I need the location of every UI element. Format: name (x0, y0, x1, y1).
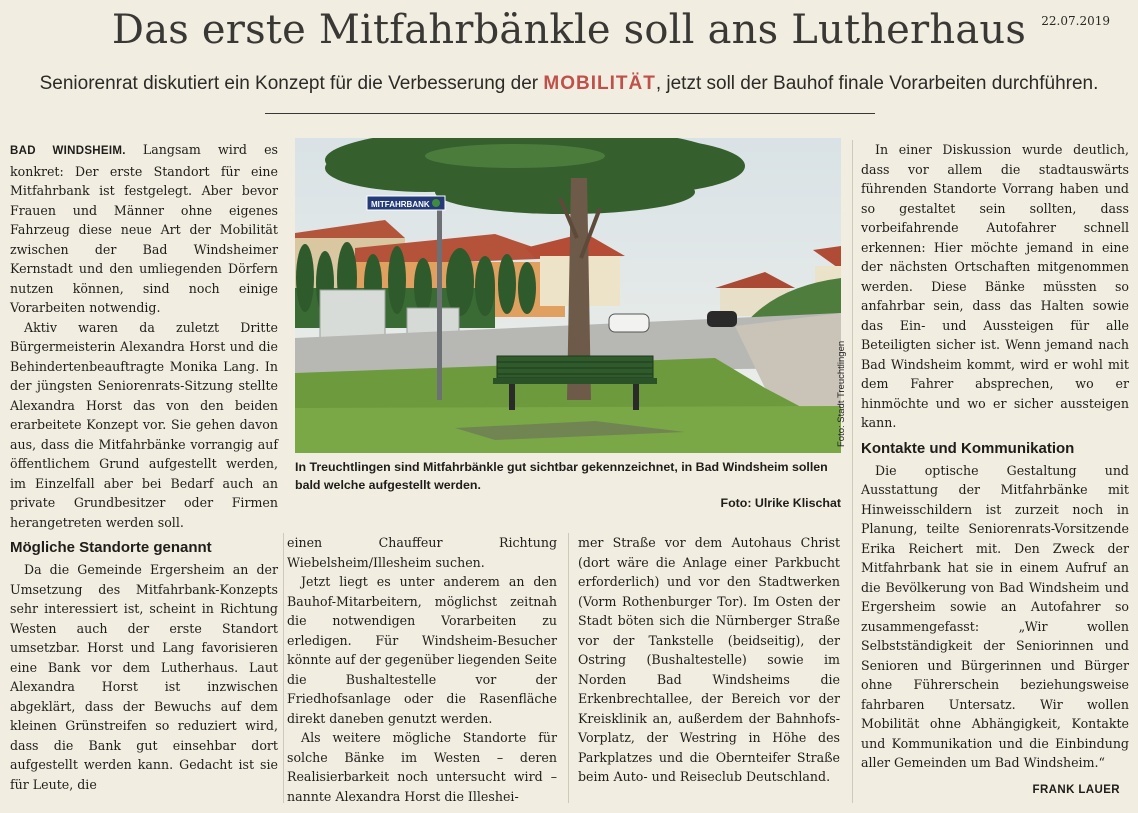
paragraph-9: Die optische Gestaltung und Ausstattung der Mitfahrbänke mit Hinweisschildern ist zurzeit noch in Planung, teilte Seniorenrats-Vorsitzende Erika Reichert mit. Den Zweck der Mitfahrbank hat sie in einem Aufruf an die Bevölkerung von Bad Windsheim und Ergersheim sowie an Autofahrer so zusammengefasst: „Wir wollen Selbstständigkeit der Seniorinnen und Senioren und Bürgerinnen und Bürger ohne Führerschein beziehungsweise fahrbaren Untersatz. Wir wollen Mobilität ohne Abhängigkeit, Kontakte und Kommunikation und die Einbindung aller Gemeinden um Bad Windsheim.“ (861, 462, 1129, 770)
publication-date: 22.07.2019 (1041, 14, 1110, 28)
subhead-text-start: Seniorenrat diskutiert ein Konzept für die Verbesserung der (39, 73, 544, 94)
subhead-highlight: MOBILITÄT (543, 73, 656, 94)
paragraph-6: Als weitere mögliche Standorte für solche Bänke im Westen – deren Realisierbarkeit noch untersucht wird – nannte Alexandra Horst die Illeshei- (287, 730, 557, 804)
column-divider (283, 533, 284, 803)
paragraph-4: einen Chauffeur Richtung Wiebelsheim/Illesheim suchen. (287, 535, 557, 570)
headline-rule (265, 113, 875, 114)
photo-caption (295, 458, 841, 512)
paragraph-5: Jetzt liegt es unter anderem an den Bauhof-Mitarbeitern, möglichst zeitnah die notwendigen Vorarbeiten zu erledigen. Für Windsheim-Besucher könnte auf der gegenüber liegenden Seite die Bushaltestelle vor der Friedhofsanlage oder die Rasenfläche direkt daneben genutzt werden. (287, 574, 557, 726)
article-photo (295, 138, 841, 453)
bench-photo-illustration (295, 138, 841, 453)
caption-text: In Treuchtlingen sind Mitfahrbänkle gut sichtbar gekennzeichnet, in Bad Windsheim sollen bald welche aufgestellt werden. (295, 460, 828, 492)
headline: Das erste Mitfahrbänkle soll ans Lutherhaus (111, 7, 1027, 53)
column-3 (578, 533, 840, 787)
author-byline: FRANK LAUER (1032, 784, 1120, 796)
photo-credit: Foto: Stadt Treuchtlingen (836, 340, 847, 447)
subheading-kontakte: Kontakte und Kommunikation (861, 439, 1075, 457)
sign-label: MITFAHRBANK (371, 200, 430, 209)
column-1 (10, 140, 278, 794)
subheadline (0, 70, 1138, 98)
paragraph-3: Da die Gemeinde Ergersheim an der Umsetzung des Mitfahrbank-Konzepts sehr interessiert ist, scheint in Richtung Westen auch der erste Standort umsetzbar. Horst und Lang favorisieren eine Bank vor dem Lutherhaus. Laut Alexandra Horst ist inzwischen abgeklärt, dass der Bewuchs auf dem kleinen Grünstreifen so reduziert wird, dass die Bank gut einsehbar dort aufgestellt werden kann. Gedacht ist sie für Leute, die (10, 562, 278, 792)
paragraph-7: mer Straße vor dem Autohaus Christ (dort wäre die Anlage einer Parkbucht erforderlich) und vor den Stadtwerken (Vorm Rothenburger Tor). Im Osten der Stadt böten sich die Nürnberger Straße vor der Tankstelle (beidseitig), der Ostring (Bushaltestelle) sowie im Norden Bad Windsheims die Erkenbrechtallee, der Bereich vor der Kreisklinik an, außerdem der Bahnhofs-Vorplatz, der Westring in Höhe des Parkplatzes und die Obernteifer Straße beim Auto- und Reiseclub Deutschland. (578, 535, 840, 784)
paragraph-2: Aktiv waren da zuletzt Dritte Bürgermeisterin Alexandra Horst und die Behindertenbeauftragte Monika Lang. In der jüngsten Seniorenrats-Sitzung stellte Alexandra Horst das von den beiden erarbeitete Konzept vor. Sie gehen davon aus, dass die Mitfahrbänke vorrangig auf öffentlichem Grund aufgestellt werden, im Einzelfall aber bei Bedarf auch an private Grundbesitzer oder Firmen herangetreten werden soll. (10, 319, 278, 530)
column-divider (568, 533, 569, 803)
dateline: BAD WINDSHEIM. (10, 145, 126, 157)
paragraph-1 (10, 140, 278, 318)
caption-photographer: Foto: Ulrike Klischat (720, 496, 841, 510)
column-4 (861, 140, 1129, 773)
column-divider (852, 140, 853, 803)
subhead-text-end: , jetzt soll der Bauhof finale Vorarbeiten durchführen. (655, 73, 1099, 94)
subheading-standorte: Mögliche Standorte genannt (10, 539, 212, 556)
paragraph-1-text: Langsam wird es konkret: Der erste Standort für eine Mitfahrbank ist festgelegt. Aber bevor Frauen und Männer ohne eigenes Fahrzeug diese neue Art der Mobilität zwischen der Bad Windsheimer Kernstadt und den umliegenden Dörfern nutzen können, sind noch einige Vorarbeiten notwendig. (10, 142, 278, 315)
column-2 (287, 533, 557, 806)
paragraph-8: In einer Diskussion wurde deutlich, dass vor allem die stadtauswärts führenden Standorte Vorrang haben und so gestaltet sein sollten, dass vorbeifahrende Autofahrer schnell erkennen: Hier möchte jemand in eine der nächsten Ortschaften mitgenommen werden. Diese Bänke müssten so anfahrbar sein, dass das Halten sowie das Ein- und Aussteigen für alle Beteiligten sicher ist. Wenn jemand nach Bad Windsheim kommt, wird er wohl mit dem Fahrer absprechen, wo er hinmöchte und wo er sicher aussteigen kann. (861, 142, 1129, 430)
